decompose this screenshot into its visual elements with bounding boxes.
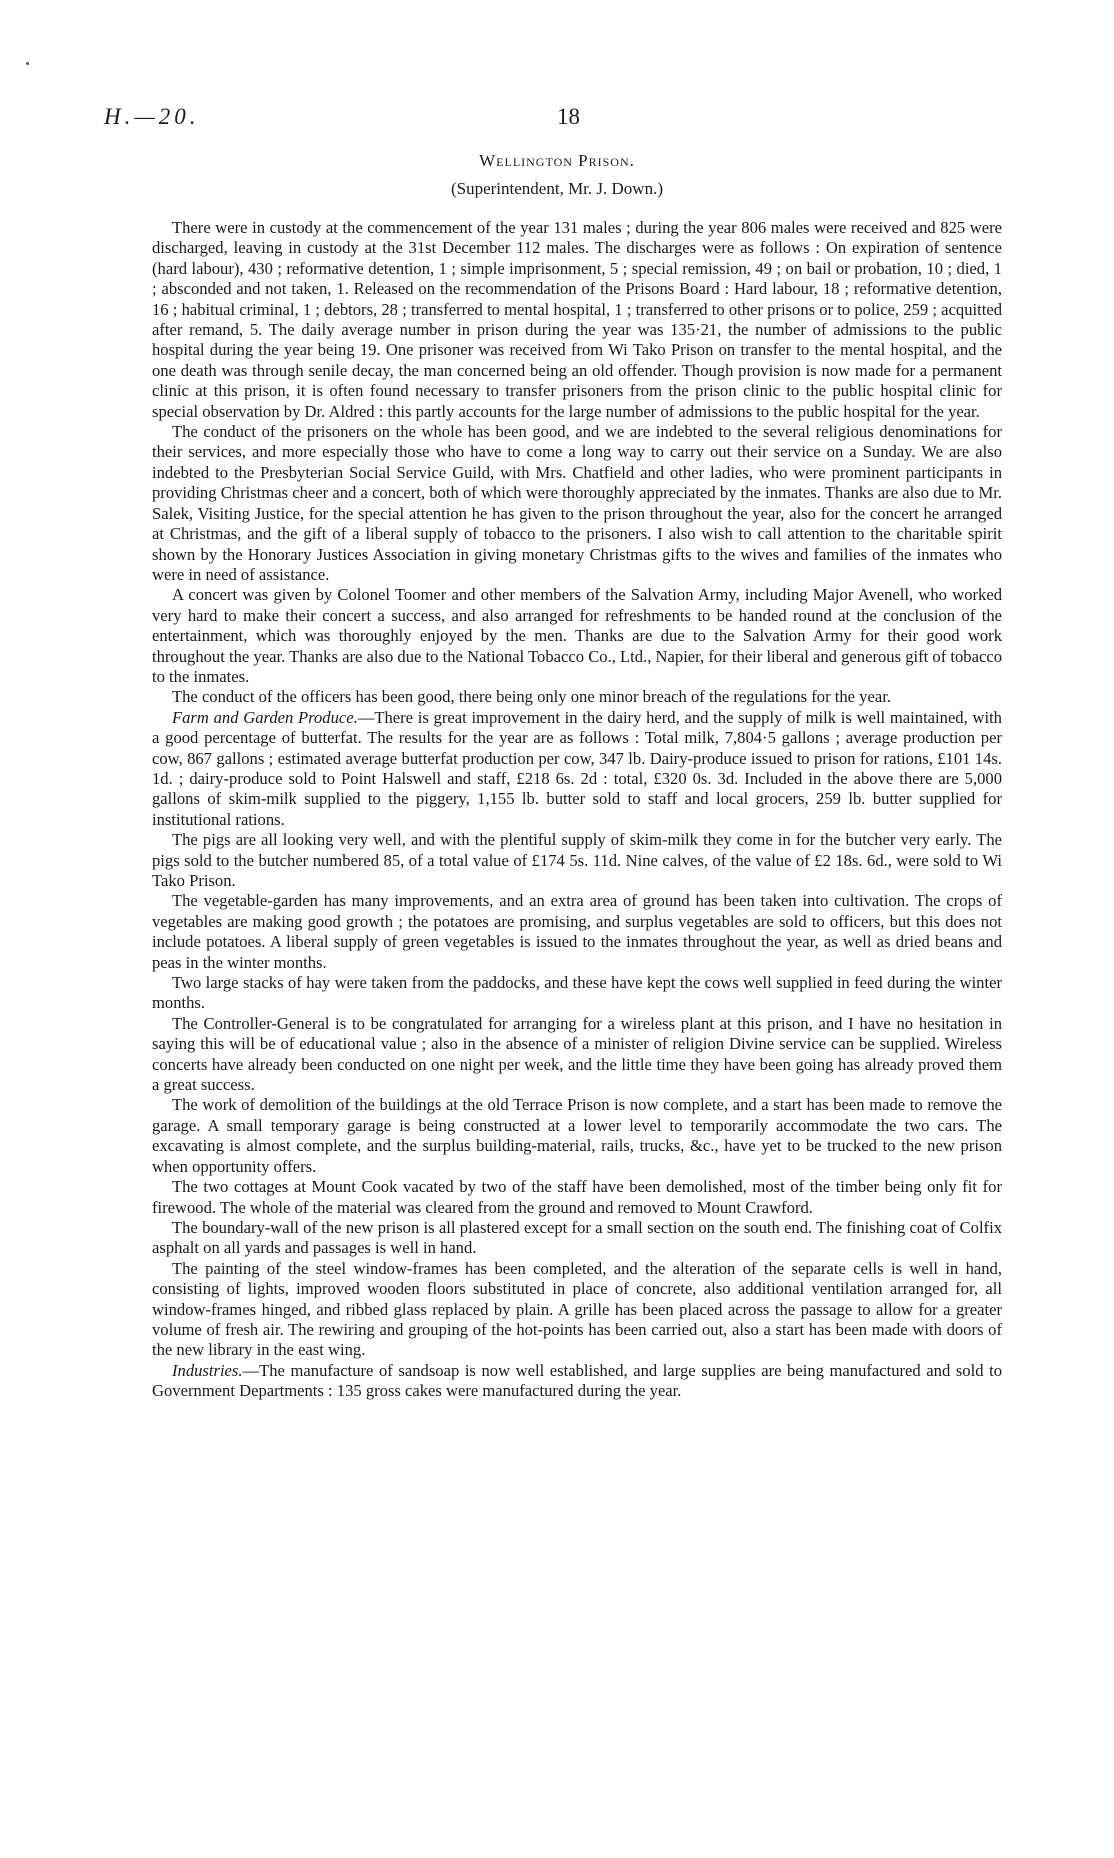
paragraph bbox=[152, 830, 1002, 891]
paragraph bbox=[152, 218, 1002, 422]
paragraph-text: The boundary-wall of the new prison is all plastered except for a small section on the south end. The finishing coat of Colfix asphalt on all yards and passages is well in hand. bbox=[152, 1217, 1002, 1258]
paragraph-text: The conduct of the officers has been good, there being only one minor breach of the regulations for the year. bbox=[172, 687, 891, 707]
paragraph-lead: Farm and Garden Produce. bbox=[172, 707, 358, 727]
paragraph-text: —There is great improvement in the dairy herd, and the supply of milk is well maintained, with a good percentage of butterfat. The results for the year are as follows : Total milk, 7,804·5 gallons ; average production per cow, 867 gallons ; estimated average butterfat production per cow, 347 lb. Dairy-produce issued to prison for rations, £101 14s. 1d. ; dairy-produce sold to Point Halswell and staff, £218 6s. 2d : total, £320 0s. 3d. Included in the above there are 5,000 gallons of skim-milk supplied to the piggery, 1,155 lb. butter sold to staff and local grocers, 259 lb. butter supplied for institutional rations. bbox=[152, 707, 1002, 829]
paragraph-text: The work of demolition of the buildings at the old Terrace Prison is now complete, and a start has been made to remove the garage. A small temporary garage is being constructed at a lower level to temporarily accommodate the two cars. The excavating is almost complete, and the surplus building-material, rails, trucks, &c., have yet to be trucked to the new prison when opportunity offers. bbox=[152, 1095, 1002, 1176]
section-subtitle: (Superintendent, Mr. J. Down.) bbox=[450, 179, 663, 198]
paragraph bbox=[152, 585, 1002, 687]
paragraph bbox=[152, 973, 1002, 1014]
paragraph bbox=[152, 1014, 1002, 1096]
paragraph-text: There were in custody at the commencement of the year 131 males ; during the year 806 males were received and 825 were discharged, leaving in custody at the 31st December 112 males. The discharges were as follows : On expiration of sentence (hard labour), 430 ; reformative detention, 1 ; simple imprisonment, 5 ; special remission, 49 ; on bail or probation, 10 ; died, 1 ; absconded and not taken, 1. Released on the recommendation of the Prisons Board : Hard labour, 18 ; reformative detention, 16 ; habitual criminal, 1 ; debtors, 28 ; transferred to mental hospital, 1 ; transferred to other prisons or to police, 259 ; acquitted after remand, 5. The daily average number in prison during the year was 135·21, the number of admissions to the public hospital during the year being 19. One prisoner was received from Wi Tako Prison on transfer to the mental hospital, and the one death was through senile decay, the man concerned being an old offender. Though provision is now made for a permanent clinic at this prison, it is often found necessary to transfer prisoners from the prison clinic to the public hospital clinic for special observation by Dr. Aldred : this partly accounts for the large number of admissions to the public hospital for the year. bbox=[152, 218, 1002, 421]
paragraph bbox=[152, 1177, 1002, 1218]
section-title: Wellington Prison. bbox=[479, 151, 635, 170]
paragraph-text: The pigs are all looking very well, and with the plentiful supply of skim-milk they come in for the butcher very early. The pigs sold to the butcher numbered 85, of a total value of £174 5s. 11d. Nine calves, of the value of £2 18s. 6d., were sold to Wi Tako Prison. bbox=[152, 830, 1002, 890]
paragraph bbox=[152, 1095, 1002, 1177]
paragraph bbox=[152, 1259, 1002, 1361]
paragraph-text: The vegetable-garden has many improvements, and an extra area of ground has been taken into cultivation. The crops of vegetables are making good growth ; the potatoes are promising, and surplus vegetables are sold to officers, but this does not include potatoes. A liberal supply of green vegetables is issued to the inmates throughout the year, as well as dried beans and peas in the winter months. bbox=[152, 891, 1002, 972]
page-speck bbox=[26, 62, 29, 65]
paragraph bbox=[152, 687, 1002, 707]
paragraph-text: The conduct of the prisoners on the whole has been good, and we are indebted to the several religious denominations for their services, and more especially those who have to come a long way to carry out their service on a Sunday. We are also indebted to the Presbyterian Social Service Guild, with Mrs. Chatfield and other ladies, who were prominent participants in providing Christmas cheer and a concert, both of which were thoroughly appreciated by the inmates. Thanks are also due to Mr. Salek, Visiting Justice, for the special attention he has given to the prison throughout the year, also for the concert he arranged at Christmas, and the gift of a liberal supply of tobacco to the prisoners. I also wish to call attention to the charitable spirit shown by the Honorary Justices Association in giving monetary Christmas gifts to the wives and families of the inmates who were in need of assistance. bbox=[152, 422, 1002, 584]
paragraph-text: The painting of the steel window-frames has been completed, and the alteration of the separate cells is well in hand, consisting of lights, improved wooden floors substituted in place of concrete, also additional ventilation arranged for, all window-frames hinged, and ribbed glass replaced by plain. A grille has been placed across the passage to allow for a greater volume of fresh air. The rewiring and grouping of the hot-points has been carried out, also a start has been made with doors of the new library in the east wing. bbox=[152, 1258, 1002, 1360]
paragraph bbox=[152, 1218, 1002, 1259]
paragraph-text: The two cottages at Mount Cook vacated by two of the staff have been demolished, most of the timber being only fit for firewood. The whole of the material was cleared from the ground and removed to Mount Crawford. bbox=[152, 1177, 1002, 1217]
paragraph bbox=[152, 1361, 1002, 1402]
paragraph bbox=[152, 708, 1002, 830]
paragraph bbox=[152, 891, 1002, 973]
paragraph-text: —The manufacture of sandsoap is now well established, and large supplies are being manufactured and sold to Government Departments : 135 gross cakes were manufactured during the year. bbox=[152, 1360, 1002, 1401]
paragraph-text: Two large stacks of hay were taken from the paddocks, and these have kept the cows well supplied in feed during the winter months. bbox=[152, 973, 1002, 1013]
paragraph-text: The Controller-General is to be congratulated for arranging for a wireless plant at this prison, and I have no hesitation in saying this will be of educational value ; also in the absence of a minister of religion Divine service can be supplied. Wireless concerts have already been conducted on one night per week, and the little time they have been going has already proved them a great success. bbox=[152, 1013, 1002, 1095]
document-code: H.—20. bbox=[104, 104, 200, 129]
page-number: 18 bbox=[557, 104, 580, 129]
paragraph-text: A concert was given by Colonel Toomer and other members of the Salvation Army, including Major Avenell, who worked very hard to make their concert a success, and also arranged for refreshments to be handed round at the conclusion of the entertainment, which was thoroughly enjoyed by the men. Thanks are due to the Salvation Army for their good work throughout the year. Thanks are also due to the National Tobacco Co., Ltd., Napier, for their liberal and generous gift of tobacco to the inmates. bbox=[152, 585, 1002, 686]
body-text bbox=[152, 218, 1002, 1402]
paragraph-lead: Industries. bbox=[172, 1360, 243, 1380]
paragraph bbox=[152, 422, 1002, 585]
